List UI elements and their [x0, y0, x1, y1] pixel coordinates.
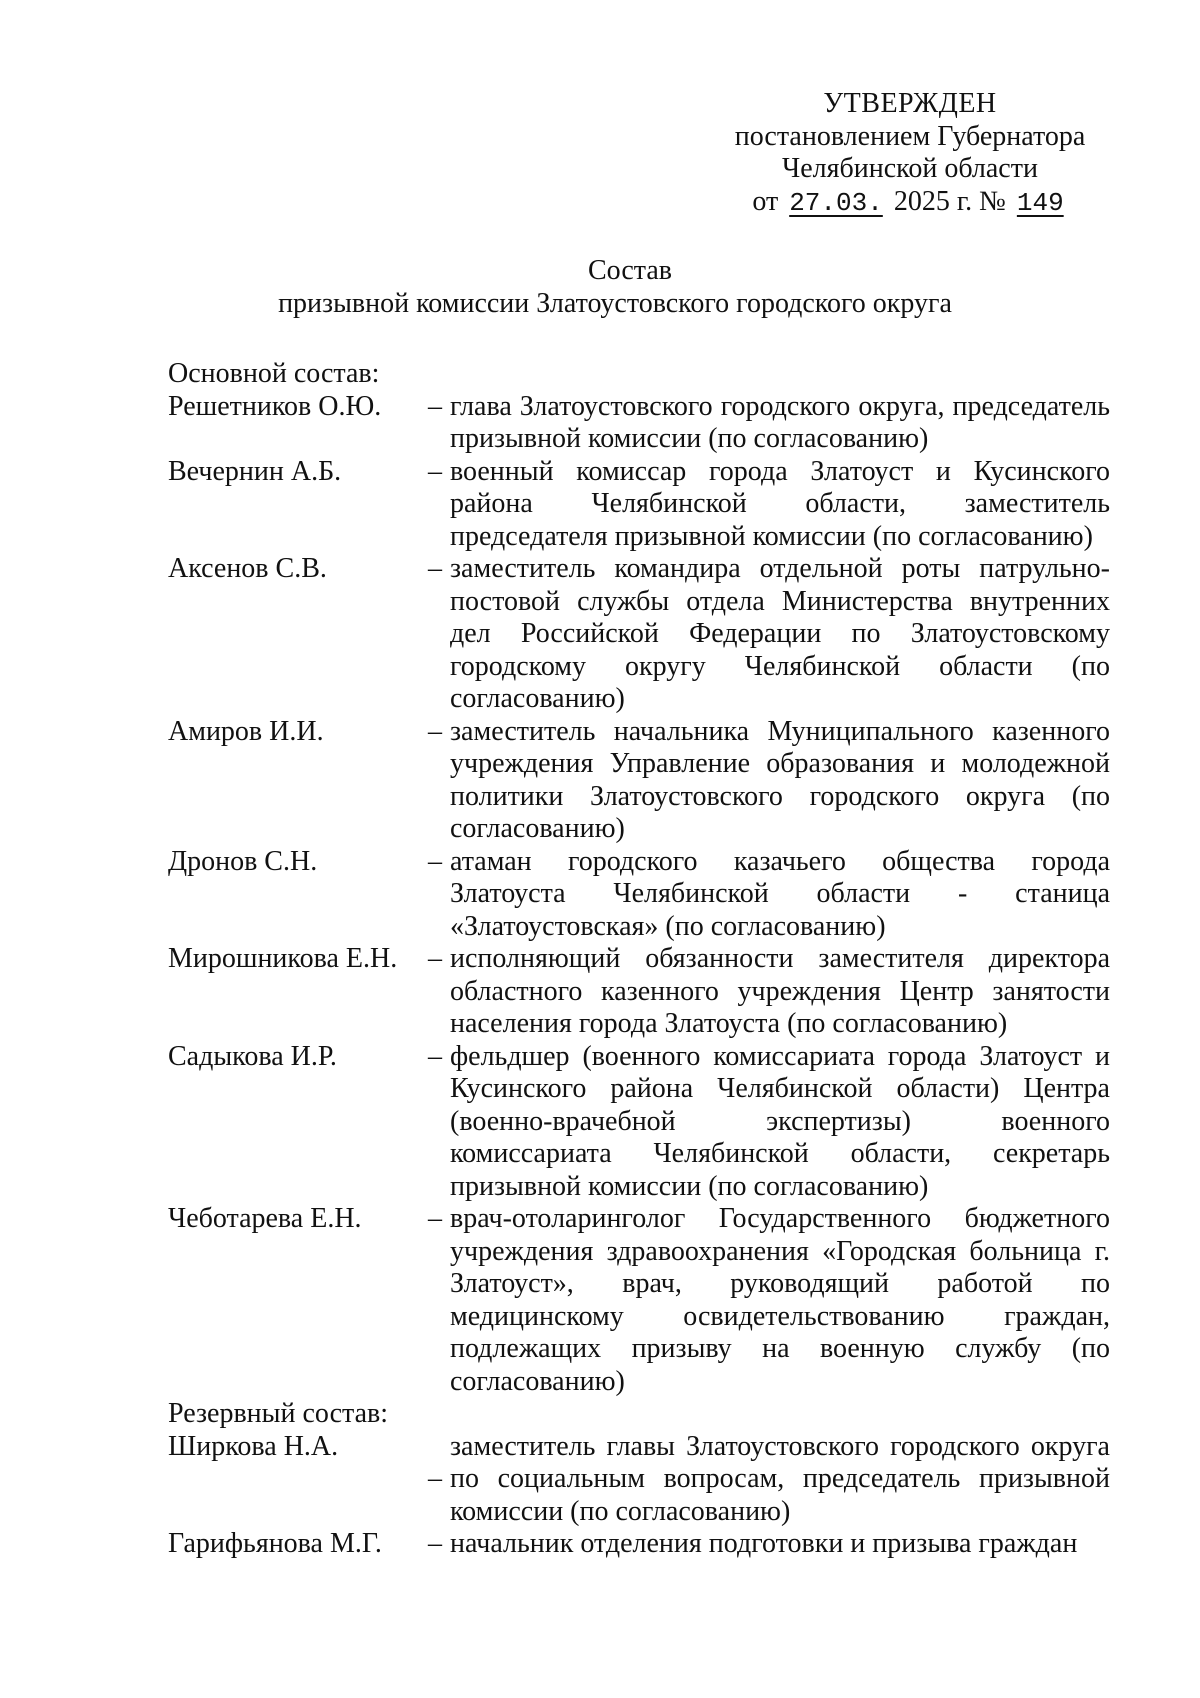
approval-line-2: Челябинской области	[782, 153, 1038, 184]
member-list	[168, 358, 1118, 1561]
dash-separator: –	[428, 1040, 442, 1072]
approval-stamp	[700, 88, 1120, 219]
member-name: Чеботарева Е.Н.	[168, 1203, 362, 1234]
dash-separator: –	[428, 455, 442, 487]
member-role: заместитель начальника Муниципального казенного учреждения Управление образования и молодежной политики Златоустовского городского округа (по согласованию)	[450, 715, 1110, 844]
member-name: Дронов С.Н.	[168, 845, 318, 877]
dash-separator: –	[428, 845, 442, 877]
dash-separator: –	[428, 390, 442, 422]
member-row	[168, 1431, 1118, 1529]
member-role: глава Златоустовского городского округа, председатель призывной комиссии (по согласованию)	[450, 390, 1110, 454]
member-role: военный комиссар города Златоуст и Кусинского района Челябинской области, заместитель председателя призывной комиссии (по согласованию)	[450, 455, 1110, 552]
member-name: Мирошникова Е.Н.	[168, 943, 398, 974]
member-row	[168, 456, 1118, 554]
member-row	[168, 716, 1118, 846]
dash-separator: –	[428, 1463, 442, 1494]
approval-date-line	[700, 186, 1120, 220]
main-section-label: Основной состав:	[168, 358, 380, 389]
decree-year: 2025 г. №	[893, 185, 1006, 217]
approval-line-1: постановлением Губернатора	[734, 120, 1086, 152]
document-subtitle: призывной комиссии Златоустовского городского округа	[278, 287, 952, 319]
member-row	[168, 1528, 1118, 1561]
member-name: Вечернин А.Б.	[168, 455, 342, 487]
member-role: исполняющий обязанности заместителя директора областного казенного учреждения Центр занятости населения города Златоуста (по согласованию)	[450, 943, 1110, 1039]
approval-title: УТВЕРЖДЕН	[823, 88, 997, 119]
member-role: атаман городского казачьего общества города Златоуста Челябинской области - станица «Златоустовская» (по согласованию)	[450, 845, 1110, 942]
dash-separator: –	[428, 715, 442, 747]
member-row	[168, 391, 1118, 456]
member-row	[168, 943, 1118, 1041]
member-role: начальник отделения подготовки и призыва граждан	[450, 1528, 1078, 1559]
member-name: Ширкова Н.А.	[168, 1430, 339, 1462]
document-title: Состав	[587, 255, 673, 286]
date-prefix: от	[752, 185, 779, 217]
dash-separator: –	[428, 1203, 442, 1234]
member-name: Амиров И.И.	[168, 715, 324, 747]
member-row	[168, 1203, 1118, 1398]
member-name: Решетников О.Ю.	[168, 390, 382, 422]
member-row	[168, 553, 1118, 716]
member-role: заместитель командира отдельной роты патрульно-постовой службы отдела Министерства внутренних дел Российской Федерации по Златоустовскому городскому округу Челябинской области (по согласованию)	[450, 553, 1110, 714]
member-name: Гарифьянова М.Г.	[168, 1528, 382, 1559]
member-row	[168, 846, 1118, 944]
member-role: заместитель главы Златоустовского городского округа по социальным вопросам, председатель призывной комиссии (по согласованию)	[450, 1430, 1110, 1527]
dash-separator: –	[428, 943, 442, 974]
decree-number: 149	[1016, 187, 1064, 218]
reserve-section-label: Резервный состав:	[168, 1398, 389, 1429]
member-row	[168, 1041, 1118, 1204]
decree-date: 27.03.	[789, 187, 883, 218]
member-name: Аксенов С.В.	[168, 553, 327, 584]
dash-separator: –	[428, 553, 442, 584]
dash-separator: –	[428, 1528, 442, 1559]
member-name: Садыкова И.Р.	[168, 1040, 337, 1072]
member-role: фельдшер (военного комиссариата города Златоуст и Кусинского района Челябинской области) Центра (военно-врачебной экспертизы) военного комиссариата Челябинской области, секретарь призывной комиссии (по согласованию)	[450, 1040, 1110, 1202]
document-title-block	[0, 255, 1200, 320]
member-role: врач-отоларинголог Государственного бюджетного учреждения здравоохранения «Городская больница г. Златоуст», врач, руководящий работой по медицинскому освидетельствованию граждан, подлежащих призыву на военную службу (по согласованию)	[450, 1203, 1110, 1397]
